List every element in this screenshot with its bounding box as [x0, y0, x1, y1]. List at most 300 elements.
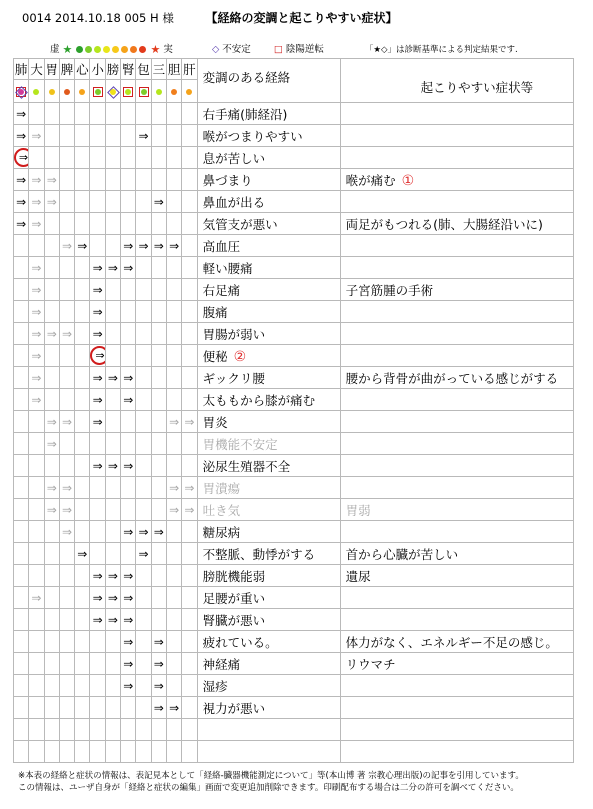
meridian-cell	[136, 389, 151, 411]
meridian-cell	[136, 741, 151, 763]
table-row	[14, 301, 574, 323]
symptom-text-cell	[340, 741, 573, 763]
symptom-text-cell	[340, 389, 573, 411]
meridian-header: 胆	[166, 59, 181, 80]
meridian-cell	[59, 587, 74, 609]
meridian-name-text: 喉がつまりやすい	[202, 128, 303, 144]
symptom-text-cell	[340, 477, 573, 499]
table-row	[14, 169, 574, 191]
meridian-cell	[14, 631, 29, 653]
symptom-meridian-name	[197, 323, 340, 345]
symptom-text: 胃弱	[345, 502, 371, 518]
meridian-name-text: 疲れている。	[202, 634, 278, 650]
arrow-icon: ⇒	[169, 502, 180, 517]
meridian-cell	[105, 631, 120, 653]
table-row	[14, 389, 574, 411]
meridian-cell	[90, 521, 105, 543]
meridian-cell	[29, 367, 44, 389]
meridian-cell	[151, 103, 166, 125]
arrow-icon: ⇒	[31, 370, 42, 385]
meridian-cell	[105, 125, 120, 147]
meridian-cell	[90, 455, 105, 477]
symptom-meridian-name	[197, 433, 340, 455]
meridian-cell	[166, 235, 181, 257]
arrow-icon: ⇒	[184, 502, 195, 517]
meridian-cell	[14, 125, 29, 147]
meridian-cell	[182, 719, 197, 741]
legend-weak-label: 虚	[50, 44, 60, 55]
meridian-cell	[121, 345, 136, 367]
legend-dot-icon	[85, 46, 92, 53]
symptom-meridian-name	[197, 675, 340, 697]
symptom-text-cell	[340, 257, 573, 279]
meridian-cell	[136, 147, 151, 169]
meridian-cell	[44, 455, 59, 477]
meridian-cell	[136, 367, 151, 389]
legend-dot-icon	[121, 46, 128, 53]
meridian-cell	[14, 741, 29, 763]
meridian-cell	[166, 191, 181, 213]
legend-yinyang: 陰陽逆転	[285, 44, 324, 55]
symptom-text: 子宮筋腫の手術	[345, 282, 434, 298]
meridian-status-cell	[105, 80, 120, 103]
meridian-cell	[75, 235, 90, 257]
legend-dot-icon	[94, 46, 101, 53]
meridian-cell	[151, 455, 166, 477]
meridian-cell	[105, 675, 120, 697]
meridian-cell	[182, 433, 197, 455]
meridian-cell	[29, 279, 44, 301]
meridian-cell	[182, 125, 197, 147]
meridian-cell	[121, 477, 136, 499]
arrow-icon: ⇒	[31, 282, 42, 297]
meridian-cell	[151, 499, 166, 521]
meridian-cell	[121, 191, 136, 213]
annotation-number: ②	[233, 348, 247, 365]
meridian-cell	[29, 675, 44, 697]
meridian-cell	[14, 433, 29, 455]
table-row	[14, 521, 574, 543]
arrow-icon: ⇒	[31, 326, 42, 341]
meridian-cell	[121, 565, 136, 587]
meridian-cell	[14, 499, 29, 521]
meridian-name-text: 胃腸が弱い	[202, 326, 266, 342]
table-row	[14, 147, 574, 169]
symptom-text-cell	[340, 125, 573, 147]
meridian-cell	[59, 301, 74, 323]
meridian-cell	[166, 587, 181, 609]
meridian-cell	[90, 697, 105, 719]
status-dot-icon	[186, 89, 192, 95]
meridian-cell	[105, 521, 120, 543]
arrow-icon: ⇒	[46, 172, 57, 187]
meridian-cell	[182, 521, 197, 543]
meridian-cell	[29, 697, 44, 719]
meridian-cell	[136, 345, 151, 367]
symptom-text-cell	[340, 191, 573, 213]
arrow-icon: ⇒	[46, 436, 57, 451]
meridian-cell	[14, 675, 29, 697]
status-dot-icon	[156, 89, 162, 95]
status-dot-icon	[79, 89, 85, 95]
meridian-cell	[75, 257, 90, 279]
arrow-icon: ⇒	[62, 524, 73, 539]
meridian-cell	[44, 521, 59, 543]
symptom-meridian-name	[197, 213, 340, 235]
meridian-cell	[151, 631, 166, 653]
meridian-cell	[166, 675, 181, 697]
arrow-icon: ⇒	[16, 194, 27, 209]
arrow-icon: ⇒	[138, 524, 149, 539]
arrow-icon: ⇒	[92, 392, 103, 407]
arrow-icon: ⇒	[184, 480, 195, 495]
meridian-cell	[59, 191, 74, 213]
meridian-cell	[59, 367, 74, 389]
meridian-cell	[59, 477, 74, 499]
meridian-cell	[105, 103, 120, 125]
meridian-cell	[44, 587, 59, 609]
meridian-cell	[121, 279, 136, 301]
symptom-meridian-name	[197, 477, 340, 499]
meridian-name-text: 腎臓が悪い	[202, 612, 266, 628]
meridian-cell	[90, 389, 105, 411]
meridian-cell	[14, 455, 29, 477]
table-row	[14, 191, 574, 213]
symptom-text-cell	[340, 103, 573, 125]
meridian-cell	[182, 279, 197, 301]
status-dot-icon	[110, 89, 116, 95]
meridian-cell	[44, 213, 59, 235]
meridian-cell	[44, 499, 59, 521]
arrow-icon: ⇒	[31, 216, 42, 231]
meridian-cell	[136, 323, 151, 345]
meridian-cell	[29, 257, 44, 279]
symptom-text-cell	[340, 455, 573, 477]
symptom-text-cell	[340, 521, 573, 543]
meridian-cell	[136, 235, 151, 257]
table-row	[14, 675, 574, 697]
meridian-status-cell	[29, 80, 44, 103]
arrow-icon: ⇒	[46, 326, 57, 341]
meridian-cell	[166, 719, 181, 741]
meridian-cell	[105, 279, 120, 301]
meridian-cell	[75, 521, 90, 543]
meridian-cell	[151, 213, 166, 235]
report-header	[22, 9, 398, 26]
meridian-cell	[90, 125, 105, 147]
symptom-meridian-name	[197, 697, 340, 719]
arrow-icon: ⇒	[46, 414, 57, 429]
meridian-cell	[44, 301, 59, 323]
meridian-cell	[136, 477, 151, 499]
meridian-cell	[105, 169, 120, 191]
meridian-cell	[29, 103, 44, 125]
meridian-cell	[136, 257, 151, 279]
meridian-cell	[121, 609, 136, 631]
meridian-cell	[166, 125, 181, 147]
meridian-cell	[29, 719, 44, 741]
meridian-cell	[44, 653, 59, 675]
symptom-text-cell	[340, 213, 573, 235]
meridian-name-text: 鼻づまり	[202, 172, 253, 188]
symptom-text: 両足がもつれる(肺、大腸経沿いに)	[345, 216, 543, 232]
meridian-cell	[44, 279, 59, 301]
meridian-header: 小	[90, 59, 105, 80]
circled-arrow-icon: ⇒	[90, 346, 105, 365]
meridian-cell	[136, 565, 151, 587]
symptom-text-cell	[340, 565, 573, 587]
status-dot-icon	[33, 89, 39, 95]
meridian-cell	[182, 587, 197, 609]
meridian-cell	[44, 741, 59, 763]
meridian-status-cell	[75, 80, 90, 103]
symptom-text: 首から心臓が苦しい	[345, 546, 459, 562]
meridian-name-text: 吐き気	[202, 502, 241, 518]
meridian-cell	[59, 147, 74, 169]
meridian-cell	[90, 565, 105, 587]
symptom-text-cell	[340, 367, 573, 389]
arrow-icon: ⇒	[31, 392, 42, 407]
meridian-cell	[121, 675, 136, 697]
meridian-cell	[44, 323, 59, 345]
legend-unstable: 不安定	[222, 44, 251, 55]
meridian-cell	[105, 455, 120, 477]
meridian-cell	[29, 213, 44, 235]
symptom-text-cell	[340, 279, 573, 301]
legend-note: 「★◇」は診断基準による判定結果です.	[364, 45, 518, 55]
symptom-meridian-name	[197, 169, 340, 191]
meridian-cell	[75, 389, 90, 411]
arrow-icon: ⇒	[92, 370, 103, 385]
meridian-cell	[105, 433, 120, 455]
meridian-status-cell	[44, 80, 59, 103]
arrow-icon: ⇒	[46, 502, 57, 517]
symptom-text: 喉が痛む	[345, 172, 396, 188]
meridian-cell	[59, 389, 74, 411]
meridian-name-text: 右足痛	[202, 282, 241, 298]
meridian-cell	[121, 235, 136, 257]
meridian-cell	[90, 367, 105, 389]
meridian-cell	[121, 719, 136, 741]
arrow-icon: ⇒	[153, 678, 164, 693]
meridian-cell	[59, 521, 74, 543]
arrow-icon: ⇒	[107, 612, 118, 627]
meridian-cell	[151, 719, 166, 741]
meridian-cell	[182, 301, 197, 323]
symptom-text-cell	[340, 719, 573, 741]
meridian-cell	[121, 147, 136, 169]
meridian-cell	[182, 235, 197, 257]
meridian-cell	[29, 587, 44, 609]
meridian-cell	[59, 565, 74, 587]
meridian-cell	[166, 609, 181, 631]
meridian-cell	[182, 345, 197, 367]
arrow-icon: ⇒	[92, 304, 103, 319]
meridian-cell	[59, 609, 74, 631]
symptom-meridian-name	[197, 191, 340, 213]
meridian-cell	[75, 147, 90, 169]
meridian-cell	[182, 697, 197, 719]
arrow-icon: ⇒	[31, 348, 42, 363]
meridian-cell	[166, 477, 181, 499]
meridian-cell	[121, 257, 136, 279]
symptom-meridian-name	[197, 719, 340, 741]
meridian-cell	[14, 345, 29, 367]
meridian-cell	[151, 345, 166, 367]
arrow-icon: ⇒	[16, 106, 27, 121]
meridian-cell	[14, 279, 29, 301]
meridian-cell	[14, 587, 29, 609]
meridian-cell	[90, 323, 105, 345]
arrow-icon: ⇒	[138, 546, 149, 561]
meridian-cell	[182, 257, 197, 279]
meridian-cell	[121, 631, 136, 653]
meridian-cell	[105, 653, 120, 675]
meridian-cell	[44, 697, 59, 719]
meridian-status-cell	[14, 80, 29, 103]
meridian-cell	[29, 609, 44, 631]
meridian-cell	[29, 741, 44, 763]
meridian-cell	[182, 103, 197, 125]
report-title: 【経絡の変調と起こりやすい症状】	[205, 11, 398, 25]
meridian-header: 三	[151, 59, 166, 80]
meridian-cell	[105, 499, 120, 521]
symptom-meridian-name	[197, 411, 340, 433]
meridian-cell	[166, 565, 181, 587]
meridian-cell	[136, 213, 151, 235]
meridian-cell	[59, 279, 74, 301]
meridian-name-text: ギックリ腰	[202, 370, 265, 386]
meridian-status-cell	[182, 80, 197, 103]
meridian-cell	[166, 279, 181, 301]
meridian-cell	[75, 191, 90, 213]
meridian-cell	[136, 169, 151, 191]
table-row	[14, 257, 574, 279]
meridian-cell	[59, 675, 74, 697]
arrow-icon: ⇒	[123, 656, 134, 671]
meridian-cell	[14, 543, 29, 565]
meridian-cell	[136, 433, 151, 455]
meridian-cell	[90, 257, 105, 279]
meridian-cell	[166, 697, 181, 719]
meridian-status-cell	[121, 80, 136, 103]
arrow-icon: ⇒	[153, 194, 164, 209]
symptom-text-cell	[340, 147, 573, 169]
meridian-cell	[59, 719, 74, 741]
meridian-cell	[90, 477, 105, 499]
arrow-icon: ⇒	[107, 260, 118, 275]
meridian-cell	[75, 477, 90, 499]
symptom-text: 腰から背骨が曲がっている感じがする	[345, 370, 559, 386]
symptom-text-cell	[340, 433, 573, 455]
meridian-name-text: 軽い腰痛	[202, 260, 253, 276]
meridian-cell	[151, 521, 166, 543]
arrow-icon: ⇒	[123, 678, 134, 693]
meridian-cell	[29, 631, 44, 653]
meridian-cell	[166, 521, 181, 543]
meridian-cell	[182, 631, 197, 653]
arrow-icon: ⇒	[123, 458, 134, 473]
meridian-cell	[151, 543, 166, 565]
meridian-cell	[182, 653, 197, 675]
status-dot-icon	[141, 89, 147, 95]
meridian-cell	[166, 741, 181, 763]
meridian-cell	[90, 543, 105, 565]
meridian-cell	[90, 587, 105, 609]
arrow-icon: ⇒	[62, 326, 73, 341]
arrow-icon: ⇒	[123, 590, 134, 605]
meridian-cell	[59, 345, 74, 367]
status-dot-icon	[49, 89, 55, 95]
meridian-cell	[59, 631, 74, 653]
meridian-cell	[75, 213, 90, 235]
symptom-meridian-name	[197, 279, 340, 301]
arrow-icon: ⇒	[77, 546, 88, 561]
meridian-cell	[166, 433, 181, 455]
arrow-icon: ⇒	[169, 700, 180, 715]
meridian-name-text: 気管支が悪い	[202, 216, 278, 232]
table-header-row	[14, 59, 574, 80]
meridian-cell	[136, 103, 151, 125]
meridian-cell	[14, 103, 29, 125]
meridian-cell	[121, 125, 136, 147]
meridian-cell	[44, 169, 59, 191]
symptom-text-cell	[340, 411, 573, 433]
meridian-cell	[29, 565, 44, 587]
symptom-text-cell	[340, 323, 573, 345]
meridian-cell	[75, 367, 90, 389]
meridian-cell	[151, 587, 166, 609]
meridian-cell	[151, 301, 166, 323]
meridian-cell	[90, 499, 105, 521]
meridian-cell	[105, 235, 120, 257]
meridian-cell	[136, 653, 151, 675]
meridian-cell	[121, 367, 136, 389]
meridian-cell	[151, 653, 166, 675]
meridian-cell	[182, 741, 197, 763]
symptom-text-cell	[340, 609, 573, 631]
arrow-icon: ⇒	[92, 260, 103, 275]
arrow-icon: ⇒	[123, 260, 134, 275]
meridian-cell	[151, 279, 166, 301]
meridian-cell	[136, 301, 151, 323]
meridian-cell	[59, 543, 74, 565]
meridian-cell	[75, 301, 90, 323]
footer	[18, 770, 524, 794]
meridian-cell	[59, 697, 74, 719]
meridian-cell	[59, 213, 74, 235]
meridian-cell	[121, 543, 136, 565]
symptom-meridian-name	[197, 741, 340, 763]
table-row	[14, 213, 574, 235]
meridian-cell	[121, 389, 136, 411]
meridian-cell	[75, 279, 90, 301]
meridian-cell	[121, 103, 136, 125]
arrow-icon: ⇒	[153, 634, 164, 649]
meridian-cell	[14, 147, 29, 169]
meridian-cell	[29, 345, 44, 367]
meridian-cell	[105, 367, 120, 389]
meridian-cell	[136, 125, 151, 147]
table-row	[14, 741, 574, 763]
meridian-cell	[151, 741, 166, 763]
arrow-icon: ⇒	[31, 260, 42, 275]
meridian-cell	[136, 521, 151, 543]
table-row	[14, 631, 574, 653]
table-row	[14, 411, 574, 433]
meridian-cell	[105, 411, 120, 433]
header-meridian-label: 変調のある経絡	[197, 59, 340, 103]
